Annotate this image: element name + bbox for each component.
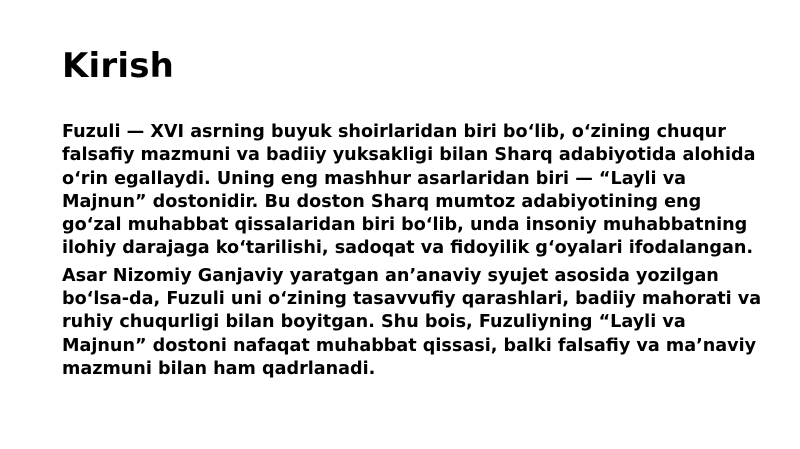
slide-body xyxy=(62,121,762,385)
slide-title: Kirish xyxy=(62,46,175,86)
paragraph-intro: Fuzuli — XVI asrning buyuk shoirlaridan biri bo‘lib, o‘zining chuqur falsafiy mazmuni va badiiy yuksakligi bilan Sharq adabiyotida alohida o‘rin egallaydi. Uning eng mashhur asarlaridan biri — “Layli va Majnun” dostonidir. Bu doston Sharq mumtoz adabiyotining eng go‘zal muhabbat qissalaridan biri bo‘lib, unda insoniy muhabbatning ilohiy darajaga ko‘tarilishi, sadoqat va fidoyilik g‘oyalari ifodalangan. xyxy=(62,122,756,259)
paragraph-second: Asar Nizomiy Ganjaviy yaratgan an’anaviy syujet asosida yozilgan bo‘lsa-da, Fuzuli uni o‘zining tasavvufiy qarashlari, badiiy mahorati va ruhiy chuqurligi bilan boyitgan. Shu bois, Fuzuliyning “Layli va Majnun” dostoni nafaqat muhabbat qissasi, balki falsafiy va ma’naviy mazmuni bilan ham qadrlanadi. xyxy=(62,265,762,379)
